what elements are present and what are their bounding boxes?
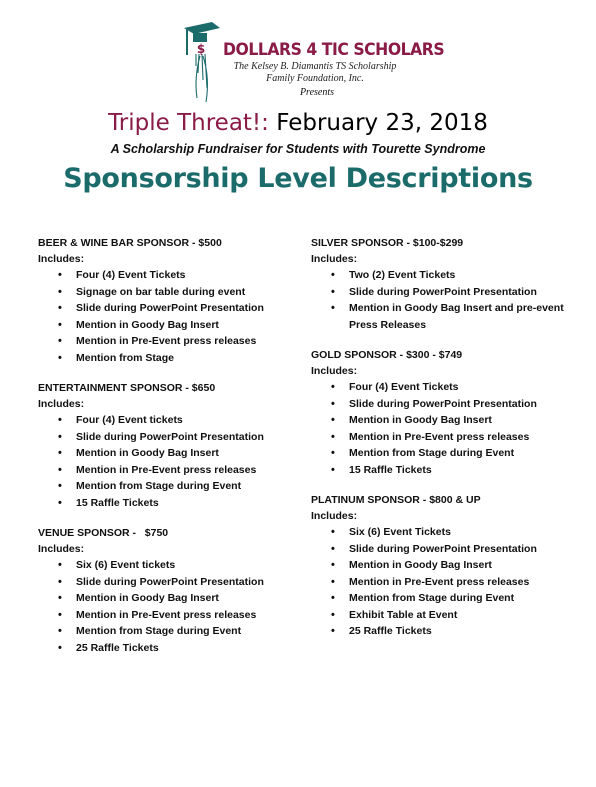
list-item: • Mention in Goody Bag Insert [38,317,303,334]
list-item: • Mention from Stage during Event [311,590,576,607]
list-item: • Mention from Stage during Event [311,445,576,462]
left-column [38,235,303,670]
presents-text: Presents [299,87,335,98]
sponsor-section-silver [311,235,576,333]
list-item: • Two (2) Event Tickets [311,267,576,284]
event-subtitle: A Scholarship Fundraiser for Students with Tourette Syndrome [110,142,486,156]
list-item: • Four (4) Event Tickets [38,267,303,284]
list-item: • Slide during PowerPoint Presentation [38,300,303,317]
sponsor-title: VENUE SPONSOR - $750 [38,527,169,539]
list-item: • Mention in Pre-Event press releases [38,462,303,479]
list-item: • Exhibit Table at Event [311,607,576,624]
list-item: • 15 Raffle Tickets [311,462,576,479]
list-item: • Mention in Goody Bag Insert [38,590,303,607]
right-column [311,235,576,654]
list-item: • Mention in Goody Bag Insert [38,445,303,462]
org-name: DOLLARS 4 TIC SCHOLARS [223,40,445,60]
list-item: • Mention in Pre-Event press releases [311,574,576,591]
sponsor-section-gold [311,347,576,478]
sponsor-title: SILVER SPONSOR - $100-$299 [311,237,464,249]
list-item: • Six (6) Event tickets [38,557,303,574]
list-item: • Slide during PowerPoint Presentation [311,541,576,558]
includes-label: Includes: [311,510,358,522]
list-item: • Mention in Pre-Event press releases [38,333,303,350]
org-subtitle: The Kelsey B. Diamantis TS Scholarship Family Foundation, Inc. [233,61,397,84]
list-item: • Four (4) Event tickets [38,412,303,429]
list-item: • Mention in Pre-Event press releases [38,607,303,624]
includes-label: Includes: [38,398,85,410]
list-item: • Mention from Stage during Event [38,478,303,495]
event-title [0,110,596,136]
sponsor-title: GOLD SPONSOR - $300 - $749 [311,349,463,361]
sponsor-section-platinum [311,492,576,640]
list-item: • Mention from Stage [38,350,303,367]
list-item: • Six (6) Event Tickets [311,524,576,541]
includes-label: Includes: [311,365,358,377]
includes-label: Includes: [311,253,358,265]
sponsor-section-beer-wine [38,235,303,366]
includes-label: Includes: [38,543,85,555]
list-item: • Slide during PowerPoint Presentation [38,429,303,446]
list-item: • Signage on bar table during event [38,284,303,301]
dollar-sign: $ [196,42,206,56]
page-heading: Sponsorship Level Descriptions [63,163,533,194]
sponsor-section-entertainment [38,380,303,511]
list-item: • Slide during PowerPoint Presentation [311,396,576,413]
list-item: • Mention in Pre-Event press releases [311,429,576,446]
list-item: • Slide during PowerPoint Presentation [38,574,303,591]
list-item: • 15 Raffle Tickets [38,495,303,512]
list-item: • Mention in Goody Bag Insert [311,412,576,429]
sponsor-section-venue [38,525,303,656]
list-item: • 25 Raffle Tickets [38,640,303,657]
list-item: • Mention in Goody Bag Insert and pre-event Press Releases [311,300,576,333]
includes-label: Includes: [38,253,85,265]
list-item: • Slide during PowerPoint Presentation [311,284,576,301]
list-item: • 25 Raffle Tickets [311,623,576,640]
event-date: February 23, 2018 [276,110,488,136]
list-item: • Four (4) Event Tickets [311,379,576,396]
sponsor-title: BEER & WINE BAR SPONSOR - $500 [38,237,222,249]
event-name: Triple Threat!: [108,110,269,136]
sponsor-title: PLATINUM SPONSOR - $800 & UP [311,494,481,506]
list-item: • Mention in Goody Bag Insert [311,557,576,574]
sponsor-title: ENTERTAINMENT SPONSOR - $650 [38,382,216,394]
list-item: • Mention from Stage during Event [38,623,303,640]
